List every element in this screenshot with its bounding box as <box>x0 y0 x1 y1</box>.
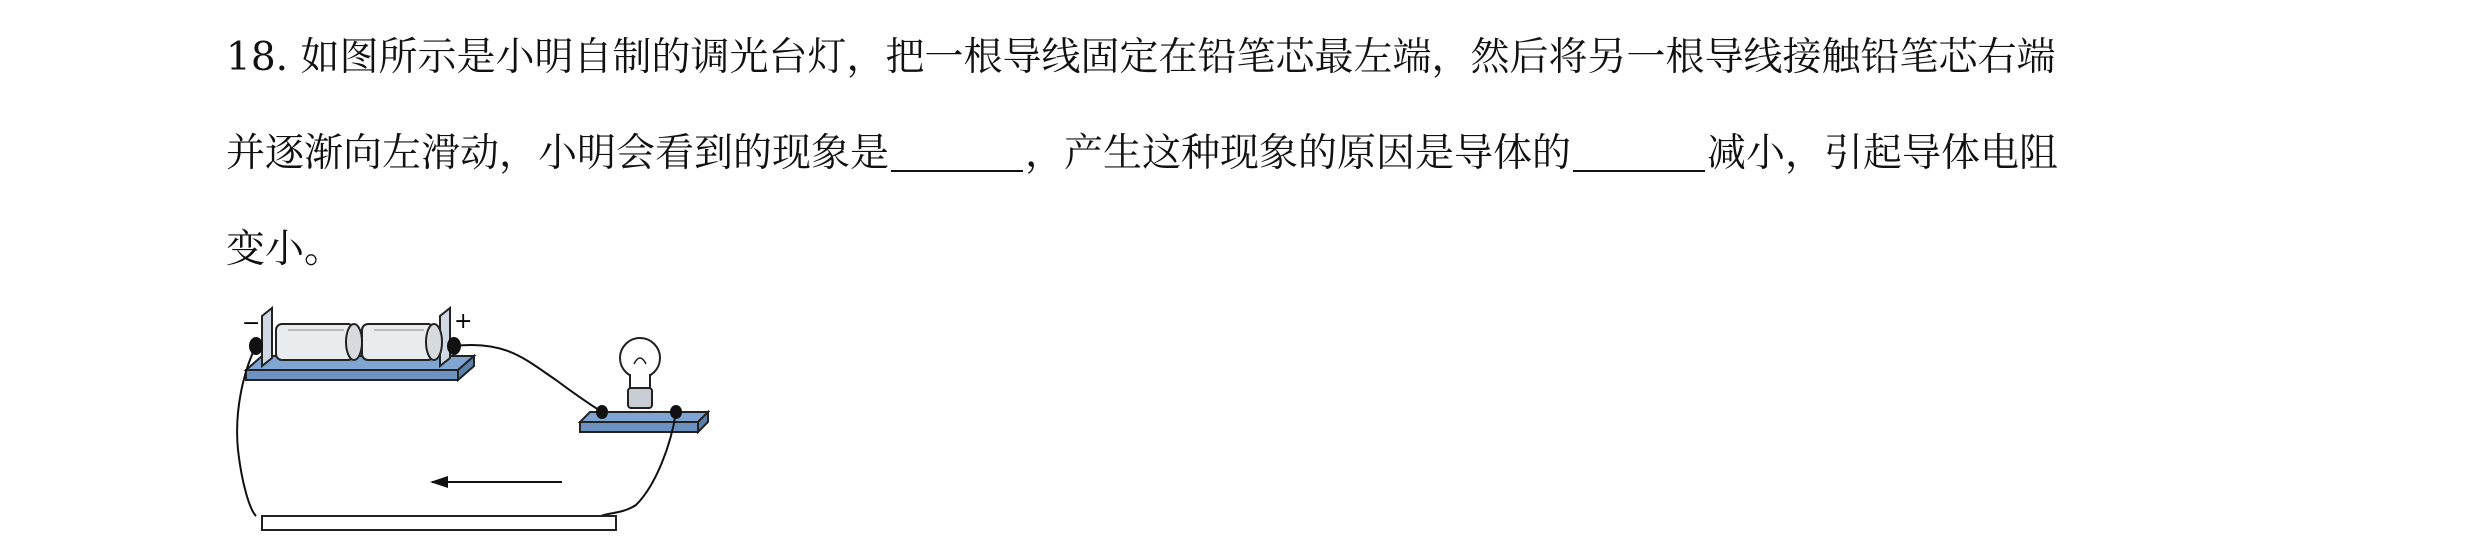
question-line-2-part-2: ，产生这种现象的原因是导体的 <box>1025 131 1572 176</box>
battery-cell-1-end <box>346 324 362 360</box>
answer-blank-1[interactable] <box>891 131 1023 172</box>
wire-battery-to-lamp <box>454 345 602 412</box>
battery-base-front <box>246 370 458 380</box>
question-line-1-text: 如图所示是小明自制的调光台灯，把一根导线固定在铅笔芯最左端，然后将另一根导线接触铅笔芯右端 <box>300 35 2056 80</box>
question-number: 18. <box>226 35 289 80</box>
question-line-3: 变小。 <box>226 227 344 272</box>
answer-blank-2[interactable] <box>1573 131 1705 172</box>
question-line-2 <box>226 106 2286 202</box>
question-line-2-part-3: 减小，引起导体电阻 <box>1707 131 2059 176</box>
battery-cell-2-end <box>426 324 442 360</box>
battery-minus-label: − <box>242 311 261 336</box>
question-line-2-part-1: 并逐渐向左滑动，小明会看到的现象是 <box>226 131 890 176</box>
battery-left-plate <box>262 308 272 366</box>
lamp-base-front <box>580 422 698 432</box>
pencil-lead <box>262 516 616 530</box>
battery-plus-label: + <box>454 309 473 334</box>
question-text <box>226 10 2286 298</box>
arrow-head-icon <box>430 476 448 488</box>
question-line-1 <box>226 10 2286 106</box>
circuit-figure <box>226 300 726 540</box>
circuit-diagram <box>226 300 726 540</box>
bulb-socket <box>628 388 652 408</box>
